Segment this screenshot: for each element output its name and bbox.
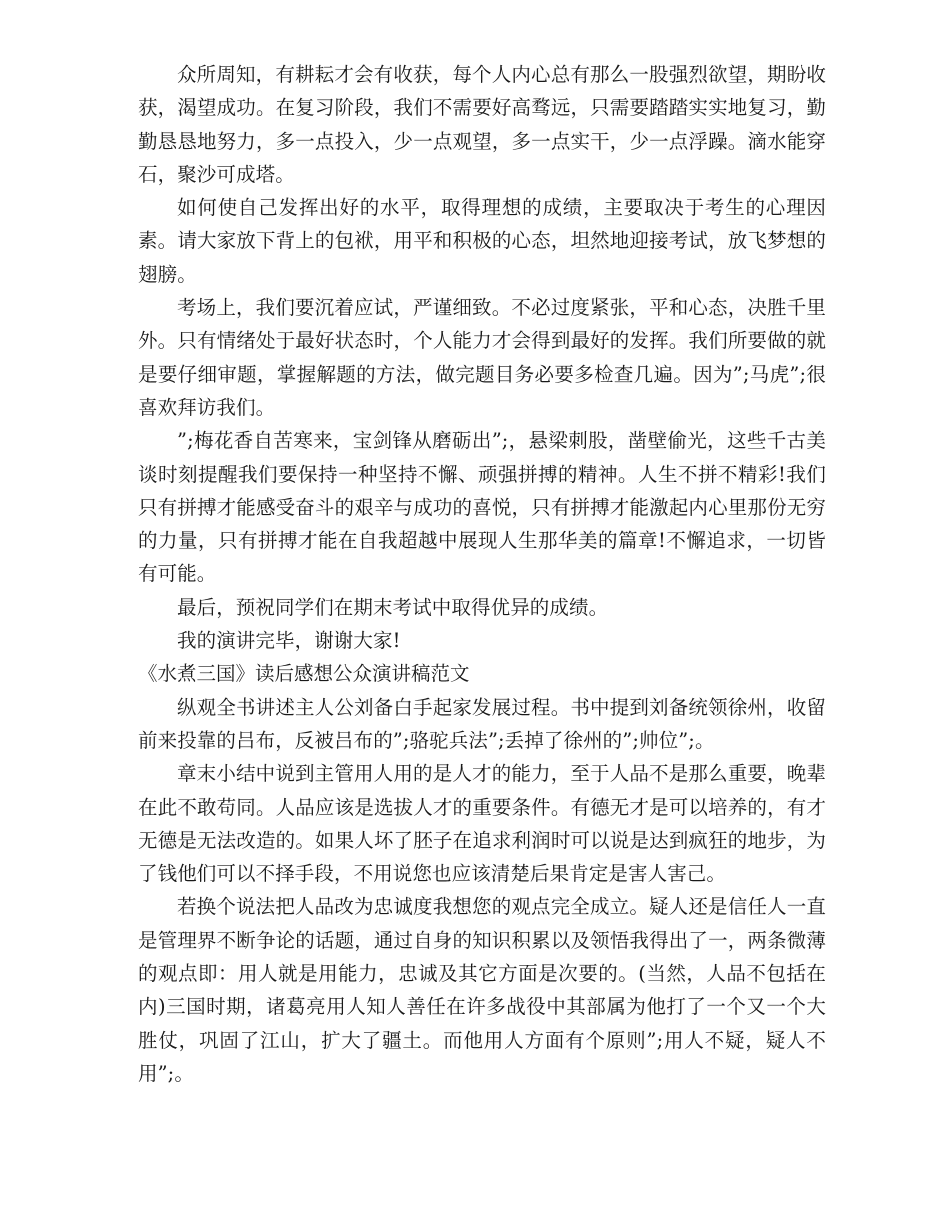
paragraph-3: 考场上，我们要沉着应试，严谨细致。不必过度紧张，平和心态，决胜千里外。只有情绪处于最好状态时，个人能力才会得到最好的发挥。我们所要做的就是要仔细审题，掌握解题的方法，做完题目务必要多检查几遍。因为”;马虎”;很喜欢拜访我们。: [138, 296, 826, 419]
paragraph-1: 众所周知，有耕耘才会有收获，每个人内心总有那么一股强烈欲望，期盼收获，渴望成功。在复习阶段，我们不需要好高骛远，只需要踏踏实实地复习，勤勤恳恳地努力，多一点投入，少一点观望，多一点实干，少一点浮躁。滴水能穿石，聚沙可成塔。: [138, 63, 826, 186]
paragraph-4: ”;梅花香自苦寒来，宝剑锋从磨砺出”;，悬梁刺股，凿壁偷光，这些千古美谈时刻提醒我们要保持一种坚持不懈、顽强拼搏的精神。人生不拼不精彩!我们只有拼搏才能感受奋斗的艰辛与成功的喜悦，只有拼搏才能激起内心里那份无穷的力量，只有拼搏才能在自我超越中展现人生那华美的篇章!不懈追求，一切皆有可能。: [138, 429, 826, 586]
paragraph-2: 如何使自己发挥出好的水平，取得理想的成绩，主要取决于考生的心理因素。请大家放下背上的包袱，用平和积极的心态，坦然地迎接考试，放飞梦想的翅膀。: [138, 196, 826, 286]
paragraph-5: 最后，预祝同学们在期末考试中取得优异的成绩。: [177, 595, 609, 619]
section-heading: 《水煮三国》读后感想公众演讲稿范文: [138, 662, 470, 686]
paragraph-9: 若换个说法把人品改为忠诚度我想您的观点完全成立。疑人还是信任人一直是管理界不断争论的话题，通过自身的知识积累以及领悟我得出了一，两条微薄的观点即：用人就是用能力，忠诚及其它方面是次要的。(当然，人品不包括在内)三国时期，诸葛亮用人知人善任在许多战役中其部属为他打了一个又一个大胜仗，巩固了江山，扩大了疆土。而他用人方面有个原则”;用人不疑，疑人不用”;。: [138, 895, 826, 1085]
document-body: [138, 58, 826, 1090]
paragraph-8: 章末小结中说到主管用人用的是人才的能力，至于人品不是那么重要，晚辈在此不敢苟同。人品应该是选拔人才的重要条件。有德无才是可以培养的，有才无德是无法改造的。如果人坏了胚子在追求利润时可以说是达到疯狂的地步，为了钱他们可以不择手段，不用说您也应该清楚后果肯定是害人害己。: [138, 762, 826, 886]
paragraph-6: 我的演讲完毕，谢谢大家!: [177, 629, 401, 653]
paragraph-7: 纵观全书讲述主人公刘备白手起家发展过程。书中提到刘备统领徐州，收留前来投靠的吕布，反被吕布的”;骆驼兵法”;丢掉了徐州的”;帅位”;。: [138, 695, 826, 752]
